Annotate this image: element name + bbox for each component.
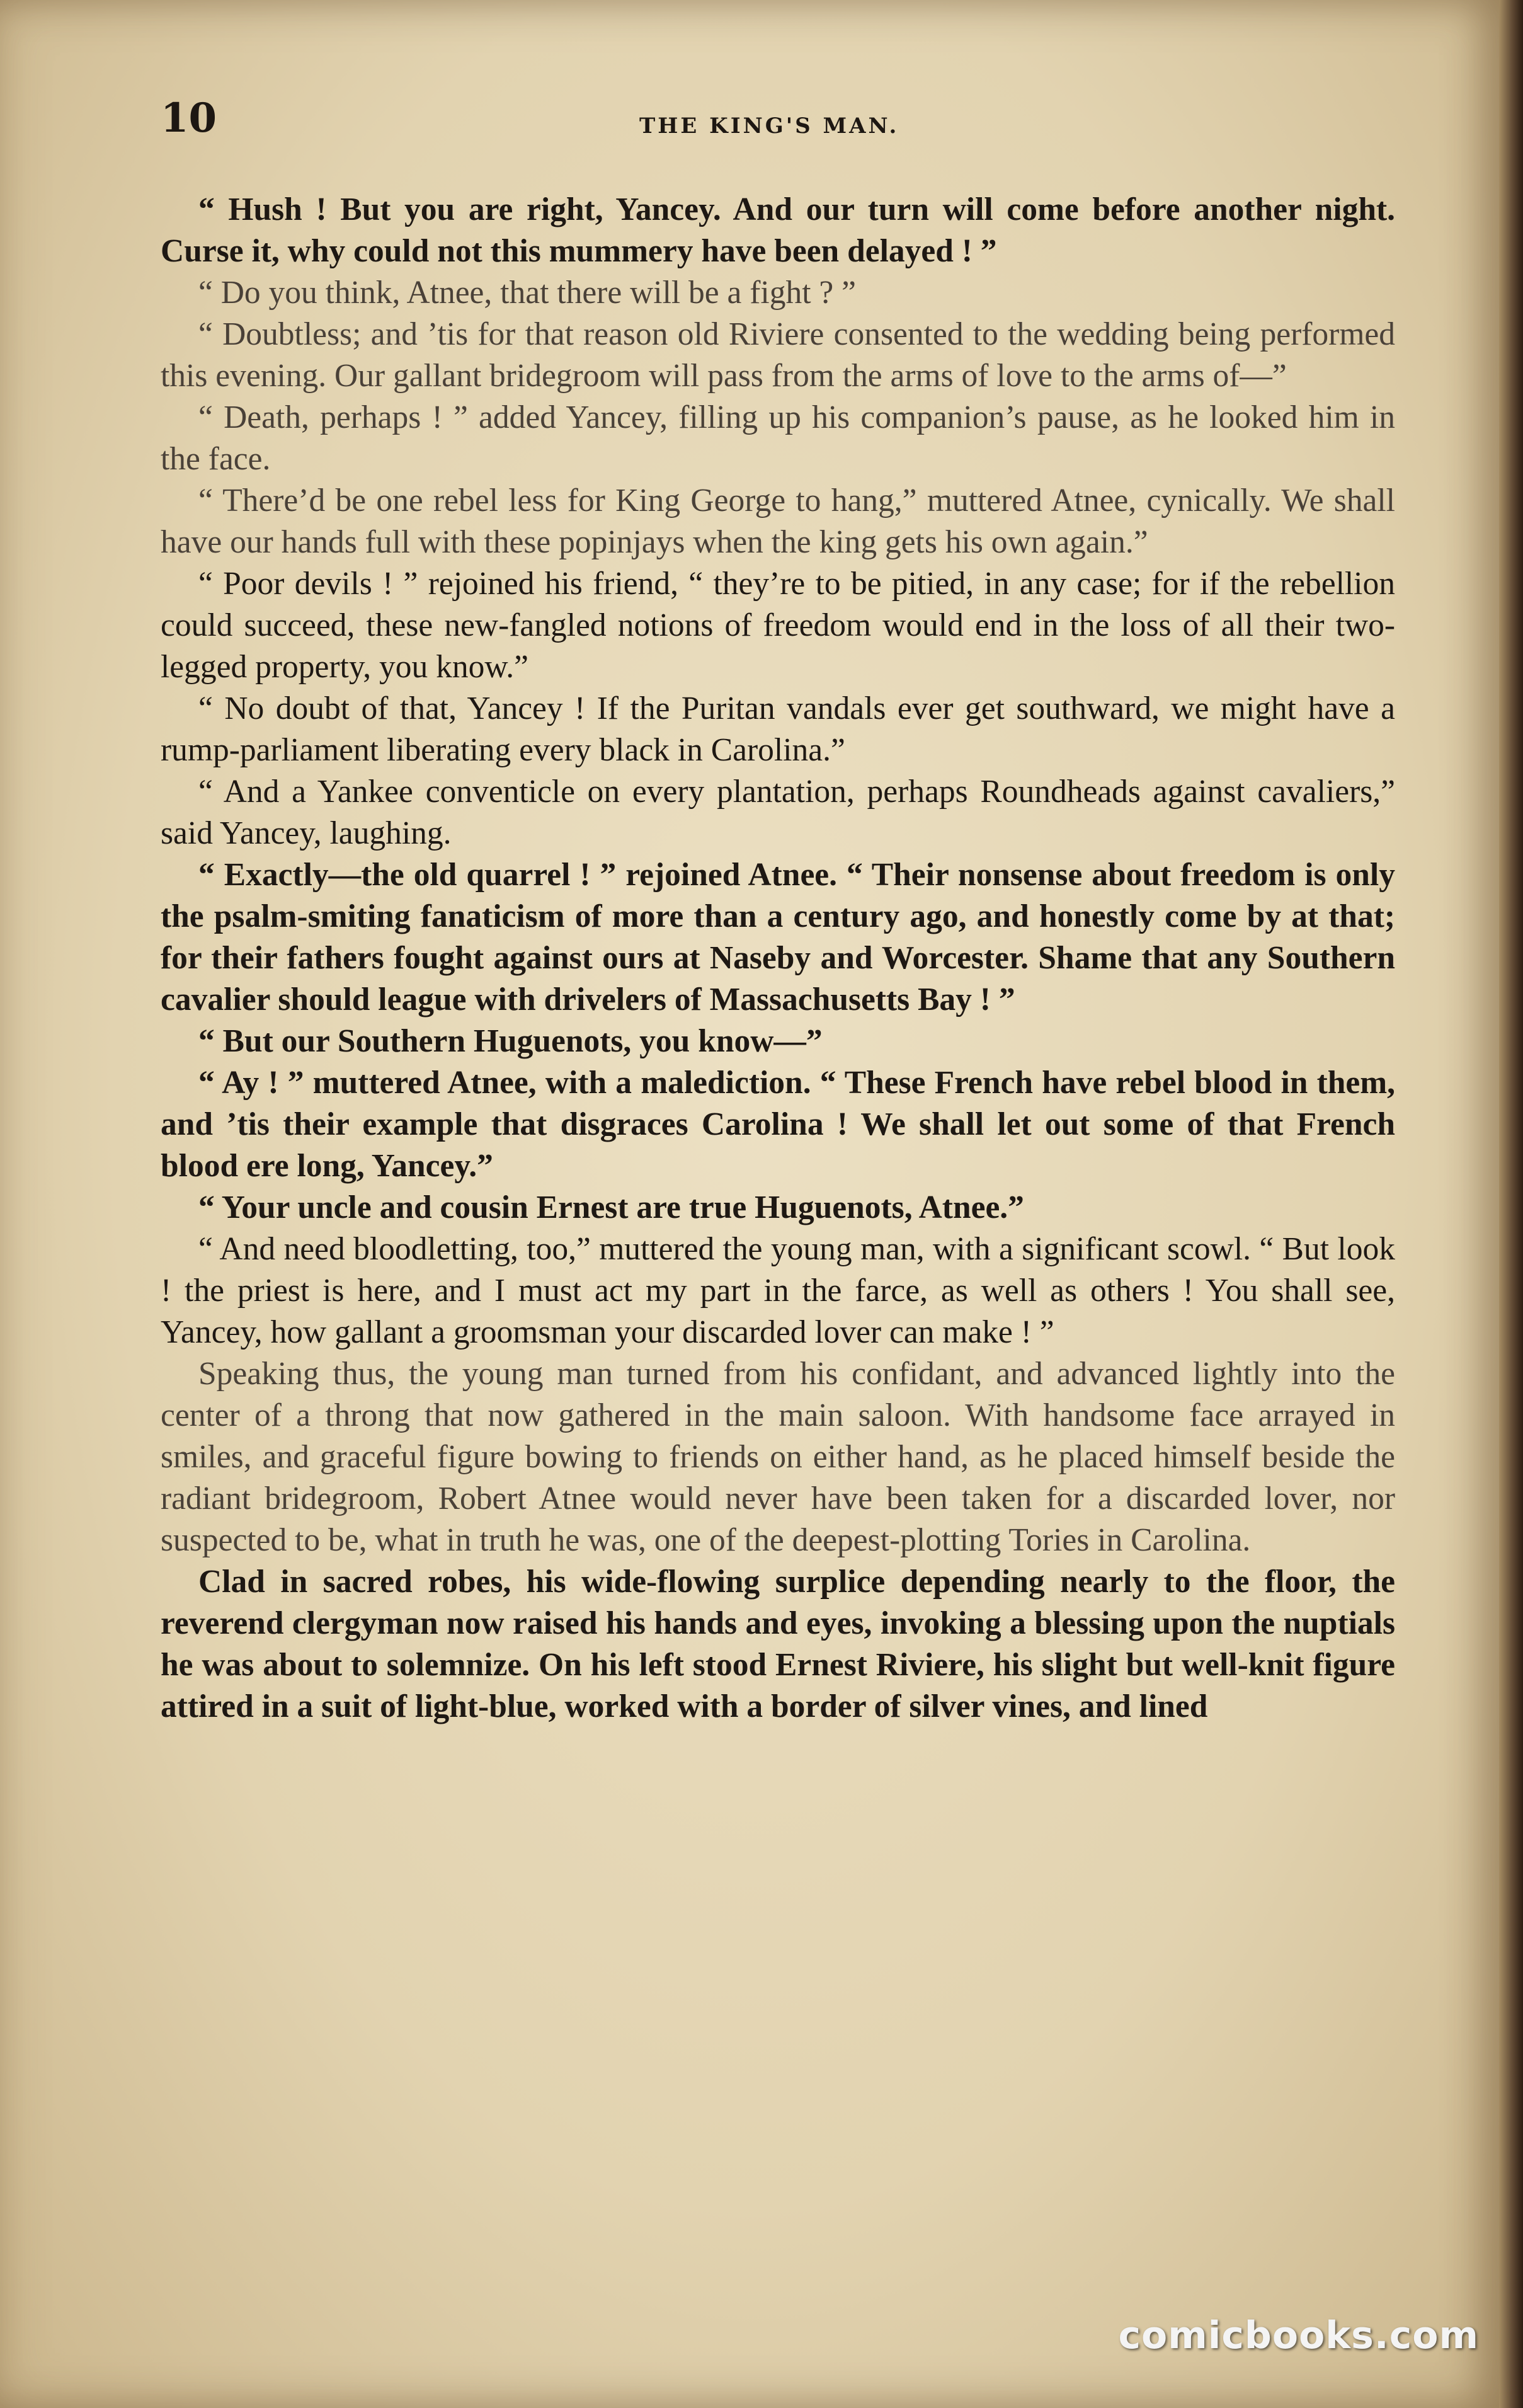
paragraph: “ Doubtless; and ’tis for that reason old Riviere consented to the wedding being performed this evening. Our gallant bridegroom will pass from the arms of love to the arms of—” — [161, 316, 1395, 394]
page-header — [161, 95, 1420, 158]
paragraph: “ Your uncle and cousin Ernest are true Huguenots, Atnee.” — [198, 1190, 1024, 1225]
paragraph: “ Exactly—the old quarrel ! ” rejoined Atnee. “ Their nonsense about freedom is only the psalm-smiting fanaticism of more than a century ago, and honestly come by at that; for their fathers fought against ours at Naseby and Worcester. Shame that any Southern cavalier should league with drivelers of Massachusetts Bay ! ” — [161, 857, 1395, 1018]
body-text — [161, 189, 1395, 1728]
paragraph: “ And a Yankee conventicle on every plantation, perhaps Roundheads against cavaliers,” said Yancey, laughing. — [161, 774, 1395, 851]
paragraph: Clad in sacred robes, his wide-flowing surplice depending nearly to the floor, the reverend clergyman now raised his hands and eyes, invoking a blessing upon the nuptials he was about to solemnize. On his left stood Ernest Riviere, his slight but well-knit figure attired in a suit of light-blue, worked with a border of silver vines, and lined — [161, 1564, 1395, 1724]
paragraph: “ Poor devils ! ” rejoined his friend, “ they’re to be pitied, in any case; for if the rebellion could succeed, these new-fangled notions of freedom would end in the loss of all their two-legged property, you know.” — [161, 566, 1395, 685]
watermark: comicbooks.com — [1118, 2313, 1479, 2358]
paragraph: “ There’d be one rebel less for King George to hang,” muttered Atnee, cynically. We shall have our hands full with these popinjays when the king gets his own again.” — [161, 483, 1395, 560]
page-number: 10 — [161, 95, 217, 142]
paragraph: “ No doubt of that, Yancey ! If the Puritan vandals ever get southward, we might have a rump-parliament liberating every black in Carolina.” — [161, 691, 1395, 768]
paragraph: “ Hush ! But you are right, Yancey. And our turn will come before another night. Curse it, why could not this mummery have been delayed ! ” — [161, 192, 1395, 269]
running-title: THE KING'S MAN. — [639, 113, 899, 139]
paragraph: “ Death, perhaps ! ” added Yancey, filling up his companion’s pause, as he looked him in the face. — [161, 399, 1395, 477]
paragraph: “ Do you think, Atnee, that there will be a fight ? ” — [198, 275, 857, 311]
paragraph: “ And need bloodletting, too,” muttered the young man, with a significant scowl. “ But look ! the priest is here, and I must act my part in the farce, as well as others ! You shall see, Yancey, how gallant a groomsman your discarded lover can make ! ” — [161, 1231, 1395, 1350]
paragraph: Speaking thus, the young man turned from his confidant, and advanced lightly into the center of a throng that now gathered in the main saloon. With handsome face arrayed in smiles, and graceful figure bowing to friends on either hand, as he placed himself beside the radiant bridegroom, Robert Atnee would never have been taken for a discarded lover, nor suspected to be, what in truth he was, one of the deepest-plotting Tories in Carolina. — [161, 1356, 1395, 1558]
paragraph: “ But our Southern Huguenots, you know—” — [198, 1023, 823, 1059]
book-spine-edge — [1499, 0, 1523, 2408]
paragraph: “ Ay ! ” muttered Atnee, with a malediction. “ These French have rebel blood in them, and ’tis their example that disgraces Carolina ! We shall let out some of that French blood ere long, Yancey.” — [161, 1065, 1395, 1184]
